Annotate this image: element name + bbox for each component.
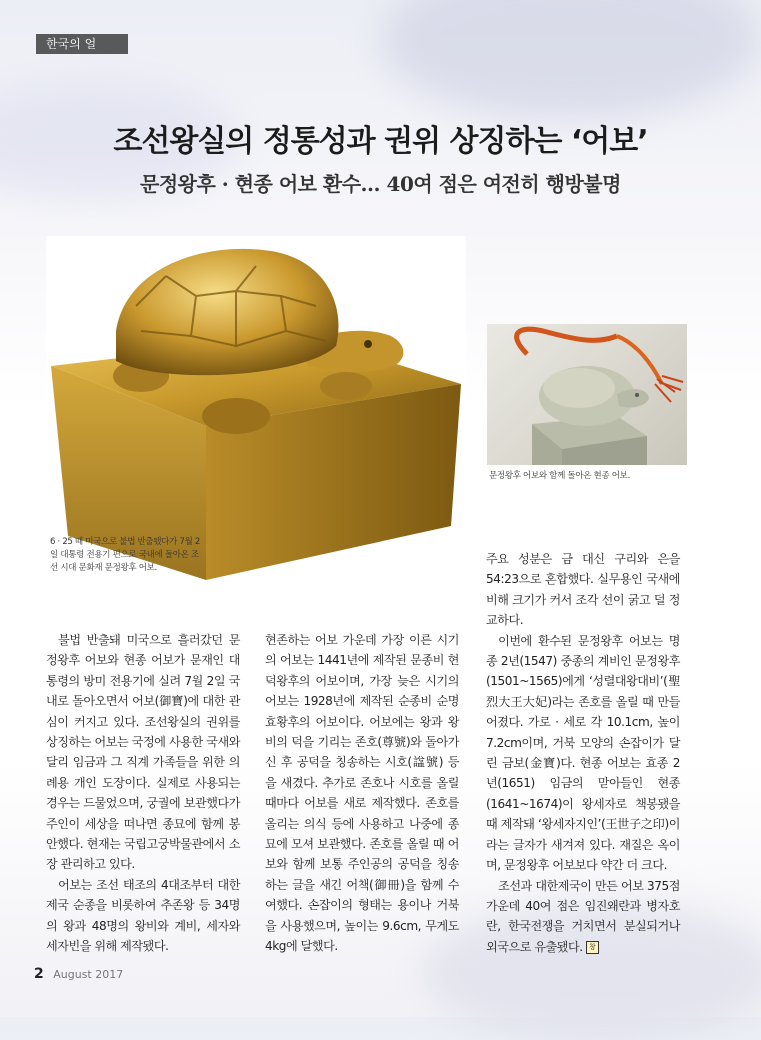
body-column-3: [486, 549, 680, 957]
paragraph: 어보는 조선 태조의 4대조부터 대한제국 순종을 비롯하여 추존왕 등 34명의 왕과 48명의 왕비와 계비, 세자와 세자빈을 위해 제작됐다.: [46, 877, 240, 954]
page-number: 2: [34, 966, 44, 982]
article-title: 조선왕실의 정통성과 권위 상징하는 ‘어보’: [113, 124, 648, 159]
paragraph: 이번에 환수된 문정왕후 어보는 명종 2년(1547) 중종의 계비인 문정왕후(1501~1565)에게 ‘성렬대왕대비’(聖烈大王大妃)라는 존호를 올릴 때 만들어졌다. 가로 · 세로 각 10.1cm, 높이 7.2cm이며, 거북 모양의 손잡이가 달린 금보(金寶)다. 현종 어보는 효종 2년(1651) 임금의 맏아들인 현종(1641~1674)이 왕세자로 책봉됐을 때 제작돼 ‘왕세자지인’(王世子之印)이라는 글자가 새겨져 있다. 재질은 옥이며, 문정왕후 어보보다 약간 더 크다.: [486, 633, 680, 873]
paragraph-text: 조선과 대한제국이 만든 어보 375점 가운데 40여 점은 임진왜란과 병자호란, 한국전쟁을 거치면서 분실되거나 외국으로 유출됐다.: [486, 878, 680, 954]
section-tag: 한국의 얼: [36, 34, 128, 54]
paragraph: [486, 876, 680, 958]
main-photo-caption: 6 · 25 때 미국으로 불법 반출됐다가 7월 2일 대통령 전용기 편으로 국내에 돌아온 조선 시대 문화재 문정왕후 어보.: [50, 537, 201, 573]
gold-turtle-seal-photo: [46, 236, 466, 581]
body-column-2: [265, 630, 459, 957]
jade-turtle-seal-photo: [487, 324, 687, 465]
body-column-1: [46, 630, 240, 957]
article-subtitle: 문정왕후 · 현종 어보 환수… 40여 점은 여전히 행방불명: [140, 172, 621, 196]
page-footer: [34, 966, 123, 982]
background-wash: [380, 0, 760, 120]
small-photo-caption: 문정왕후 어보와 함께 돌아온 현종 어보.: [489, 471, 630, 481]
paragraph: 불법 반출돼 미국으로 흘러갔던 문정왕후 어보와 현종 어보가 문재인 대통령의 방미 전용기에 실려 7월 2일 국내로 돌아오면서 어보(御寶)에 대한 관심이 커지고 있다. 조선왕실의 권위를 상징하는 어보는 국정에 사용한 국새와 달리 임금과 그 직계 가족들을 위한 의례용 개인 도장이다. 실제로 사용되는 경우는 드물었으며, 궁궐에 보관했다가 주인이 세상을 떠나면 종묘에 함께 봉안했다. 현재는 국립고궁박물관에서 소장 관리하고 있다.: [46, 633, 240, 872]
article-end-mark-icon: 창: [586, 941, 599, 954]
paragraph: 현존하는 어보 가운데 가장 이른 시기의 어보는 1441년에 제작된 문종비 현덕왕후의 어보이며, 가장 늦은 시기의 어보는 1928년에 제작된 순종비 순명효황후의 어보이다. 어보에는 왕과 왕비의 덕을 기리는 존호(尊號)와 돌아가신 후 공덕을 칭송하는 시호(諡號) 등을 새겼다. 추가로 존호나 시호를 올릴 때마다 어보를 새로 제작했다. 존호를 올리는 의식 등에 사용하고 나중에 종묘에 모셔 보관했다. 존호를 올릴 때 어보와 함께 보통 주인공의 공덕을 칭송하는 글을 새긴 어책(御冊)을 함께 수여했다. 손잡이의 형태는 용이나 거북을 사용했으며, 높이는 9.6cm, 무게도 4kg에 달했다.: [265, 633, 459, 954]
issue-date: August 2017: [53, 968, 124, 981]
paragraph: 주요 성분은 금 대신 구리와 은을 54:23으로 혼합했다. 실무용인 국새에 비해 크기가 커서 조각 선이 굵고 덜 정교하다.: [486, 552, 680, 628]
